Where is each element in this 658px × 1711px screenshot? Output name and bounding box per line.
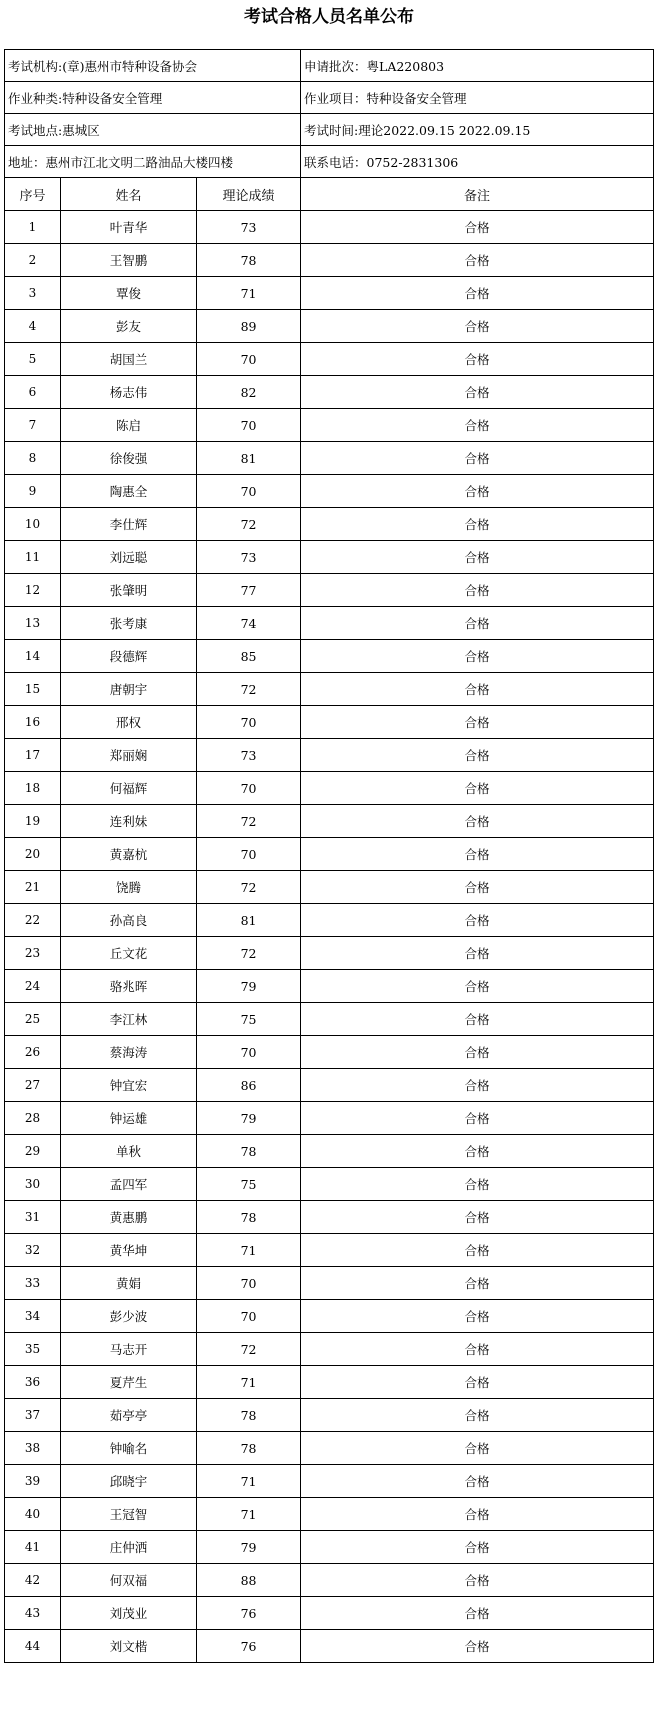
- table-row: [5, 1069, 654, 1102]
- qualified-personnel-table: [4, 49, 654, 1663]
- cell-score: 79: [197, 970, 301, 1003]
- table-row: [5, 1432, 654, 1465]
- table-row: [5, 904, 654, 937]
- cell-score: 70: [197, 1300, 301, 1333]
- table-row: [5, 1399, 654, 1432]
- cell-name: 张考康: [61, 607, 197, 640]
- cell-name: 骆兆晖: [61, 970, 197, 1003]
- cell-remark: 合格: [301, 244, 654, 277]
- cell-remark: 合格: [301, 409, 654, 442]
- cell-name: 彭少波: [61, 1300, 197, 1333]
- cell-score: 71: [197, 277, 301, 310]
- cell-name: 杨志伟: [61, 376, 197, 409]
- cell-name: 刘文楷: [61, 1630, 197, 1663]
- cell-score: 85: [197, 640, 301, 673]
- cell-score: 82: [197, 376, 301, 409]
- cell-remark: 合格: [301, 871, 654, 904]
- table-row: [5, 310, 654, 343]
- cell-seq: 33: [5, 1267, 61, 1300]
- cell-name: 陈启: [61, 409, 197, 442]
- cell-name: 徐俊强: [61, 442, 197, 475]
- cell-seq: 35: [5, 1333, 61, 1366]
- cell-score: 78: [197, 244, 301, 277]
- cell-remark: 合格: [301, 541, 654, 574]
- cell-remark: 合格: [301, 211, 654, 244]
- cell-score: 78: [197, 1201, 301, 1234]
- table-row: [5, 376, 654, 409]
- table-row: [5, 1135, 654, 1168]
- cell-score: 73: [197, 541, 301, 574]
- cell-remark: 合格: [301, 1300, 654, 1333]
- cell-seq: 31: [5, 1201, 61, 1234]
- table-row: [5, 442, 654, 475]
- cell-score: 71: [197, 1465, 301, 1498]
- cell-score: 70: [197, 838, 301, 871]
- cell-score: 73: [197, 739, 301, 772]
- cell-remark: 合格: [301, 1135, 654, 1168]
- cell-name: 胡国兰: [61, 343, 197, 376]
- cell-remark: 合格: [301, 904, 654, 937]
- column-header-remark: 备注: [301, 178, 654, 211]
- cell-score: 72: [197, 1333, 301, 1366]
- table-row: [5, 277, 654, 310]
- cell-seq: 19: [5, 805, 61, 838]
- cell-seq: 25: [5, 1003, 61, 1036]
- cell-score: 74: [197, 607, 301, 640]
- cell-name: 覃俊: [61, 277, 197, 310]
- cell-name: 李江林: [61, 1003, 197, 1036]
- table-row: [5, 541, 654, 574]
- cell-name: 段德辉: [61, 640, 197, 673]
- exam-org: 考试机构:(章)惠州市特种设备协会: [5, 50, 301, 82]
- cell-remark: 合格: [301, 1366, 654, 1399]
- cell-remark: 合格: [301, 1630, 654, 1663]
- cell-name: 黄华坤: [61, 1234, 197, 1267]
- cell-name: 黄惠鹏: [61, 1201, 197, 1234]
- cell-seq: 4: [5, 310, 61, 343]
- cell-score: 70: [197, 409, 301, 442]
- cell-score: 72: [197, 673, 301, 706]
- cell-score: 70: [197, 1267, 301, 1300]
- cell-name: 马志开: [61, 1333, 197, 1366]
- table-row: [5, 343, 654, 376]
- cell-score: 70: [197, 772, 301, 805]
- cell-name: 郑丽娴: [61, 739, 197, 772]
- cell-score: 89: [197, 310, 301, 343]
- table-row: [5, 1102, 654, 1135]
- cell-name: 茹亭亭: [61, 1399, 197, 1432]
- cell-seq: 10: [5, 508, 61, 541]
- cell-remark: 合格: [301, 1234, 654, 1267]
- cell-name: 唐朝宇: [61, 673, 197, 706]
- cell-seq: 30: [5, 1168, 61, 1201]
- cell-seq: 36: [5, 1366, 61, 1399]
- cell-name: 李仕辉: [61, 508, 197, 541]
- cell-remark: 合格: [301, 937, 654, 970]
- cell-remark: 合格: [301, 1267, 654, 1300]
- info-row-org: [5, 50, 654, 82]
- cell-remark: 合格: [301, 706, 654, 739]
- cell-name: 蔡海涛: [61, 1036, 197, 1069]
- table-row: [5, 838, 654, 871]
- table-header-row: [5, 178, 654, 211]
- table-row: [5, 772, 654, 805]
- cell-score: 71: [197, 1366, 301, 1399]
- info-row-address: [5, 146, 654, 178]
- cell-name: 黄娟: [61, 1267, 197, 1300]
- table-row: [5, 673, 654, 706]
- cell-name: 王智鹏: [61, 244, 197, 277]
- cell-seq: 17: [5, 739, 61, 772]
- cell-seq: 43: [5, 1597, 61, 1630]
- application-batch: 申请批次：粤LA220803: [301, 50, 654, 82]
- work-category: 作业种类:特种设备安全管理: [5, 82, 301, 114]
- cell-seq: 13: [5, 607, 61, 640]
- cell-name: 庄仲洒: [61, 1531, 197, 1564]
- table-row: [5, 574, 654, 607]
- table-row: [5, 1333, 654, 1366]
- cell-name: 何双福: [61, 1564, 197, 1597]
- cell-seq: 44: [5, 1630, 61, 1663]
- cell-seq: 5: [5, 343, 61, 376]
- cell-name: 叶青华: [61, 211, 197, 244]
- cell-score: 75: [197, 1168, 301, 1201]
- cell-seq: 2: [5, 244, 61, 277]
- table-row: [5, 244, 654, 277]
- table-row: [5, 1168, 654, 1201]
- cell-seq: 23: [5, 937, 61, 970]
- cell-remark: 合格: [301, 1432, 654, 1465]
- cell-name: 孟四军: [61, 1168, 197, 1201]
- cell-seq: 6: [5, 376, 61, 409]
- cell-name: 黄嘉杭: [61, 838, 197, 871]
- cell-remark: 合格: [301, 508, 654, 541]
- column-header-seq: 序号: [5, 178, 61, 211]
- cell-name: 陶惠全: [61, 475, 197, 508]
- cell-seq: 32: [5, 1234, 61, 1267]
- cell-seq: 1: [5, 211, 61, 244]
- cell-seq: 14: [5, 640, 61, 673]
- page-title: 考试合格人员名单公布: [244, 7, 414, 27]
- cell-seq: 28: [5, 1102, 61, 1135]
- cell-score: 73: [197, 211, 301, 244]
- info-row-location: [5, 114, 654, 146]
- table-row: [5, 475, 654, 508]
- table-row: [5, 640, 654, 673]
- column-header-name: 姓名: [61, 178, 197, 211]
- cell-seq: 8: [5, 442, 61, 475]
- cell-remark: 合格: [301, 640, 654, 673]
- cell-seq: 24: [5, 970, 61, 1003]
- table-row: [5, 1498, 654, 1531]
- cell-remark: 合格: [301, 574, 654, 607]
- cell-remark: 合格: [301, 277, 654, 310]
- cell-seq: 38: [5, 1432, 61, 1465]
- cell-remark: 合格: [301, 1333, 654, 1366]
- cell-seq: 29: [5, 1135, 61, 1168]
- table-row: [5, 1036, 654, 1069]
- contact-phone: 联系电话：0752-2831306: [301, 146, 654, 178]
- cell-seq: 3: [5, 277, 61, 310]
- cell-remark: 合格: [301, 343, 654, 376]
- cell-remark: 合格: [301, 1003, 654, 1036]
- table-row: [5, 1201, 654, 1234]
- cell-seq: 9: [5, 475, 61, 508]
- cell-name: 孙高良: [61, 904, 197, 937]
- cell-seq: 27: [5, 1069, 61, 1102]
- table-row: [5, 937, 654, 970]
- cell-score: 88: [197, 1564, 301, 1597]
- cell-score: 71: [197, 1498, 301, 1531]
- exam-time: 考试时间:理论2022.09.15 2022.09.15: [301, 114, 654, 146]
- cell-seq: 39: [5, 1465, 61, 1498]
- cell-score: 78: [197, 1432, 301, 1465]
- cell-seq: 22: [5, 904, 61, 937]
- cell-score: 79: [197, 1531, 301, 1564]
- cell-name: 邢权: [61, 706, 197, 739]
- cell-remark: 合格: [301, 1399, 654, 1432]
- cell-score: 77: [197, 574, 301, 607]
- cell-score: 81: [197, 904, 301, 937]
- table-row: [5, 970, 654, 1003]
- cell-remark: 合格: [301, 1069, 654, 1102]
- cell-remark: 合格: [301, 1168, 654, 1201]
- cell-seq: 15: [5, 673, 61, 706]
- cell-name: 刘茂业: [61, 1597, 197, 1630]
- table-row: [5, 1267, 654, 1300]
- cell-seq: 37: [5, 1399, 61, 1432]
- cell-name: 钟喻名: [61, 1432, 197, 1465]
- cell-remark: 合格: [301, 1036, 654, 1069]
- cell-seq: 41: [5, 1531, 61, 1564]
- cell-score: 78: [197, 1399, 301, 1432]
- cell-name: 张肇明: [61, 574, 197, 607]
- cell-score: 70: [197, 475, 301, 508]
- address: 地址：惠州市江北文明二路油品大楼四楼: [5, 146, 301, 178]
- cell-score: 72: [197, 871, 301, 904]
- cell-remark: 合格: [301, 607, 654, 640]
- cell-name: 何福辉: [61, 772, 197, 805]
- table-row: [5, 211, 654, 244]
- cell-seq: 18: [5, 772, 61, 805]
- cell-seq: 7: [5, 409, 61, 442]
- cell-remark: 合格: [301, 772, 654, 805]
- cell-remark: 合格: [301, 970, 654, 1003]
- cell-score: 72: [197, 508, 301, 541]
- info-row-category: [5, 82, 654, 114]
- cell-remark: 合格: [301, 805, 654, 838]
- cell-seq: 11: [5, 541, 61, 574]
- table-row: [5, 1300, 654, 1333]
- cell-remark: 合格: [301, 739, 654, 772]
- cell-name: 钟运雄: [61, 1102, 197, 1135]
- cell-seq: 42: [5, 1564, 61, 1597]
- cell-name: 连利妹: [61, 805, 197, 838]
- cell-name: 夏芹生: [61, 1366, 197, 1399]
- cell-remark: 合格: [301, 1531, 654, 1564]
- cell-remark: 合格: [301, 1597, 654, 1630]
- cell-seq: 16: [5, 706, 61, 739]
- table-row: [5, 1234, 654, 1267]
- cell-remark: 合格: [301, 673, 654, 706]
- cell-score: 76: [197, 1597, 301, 1630]
- cell-name: 饶腾: [61, 871, 197, 904]
- cell-score: 79: [197, 1102, 301, 1135]
- table-row: [5, 1366, 654, 1399]
- cell-seq: 12: [5, 574, 61, 607]
- table-row: [5, 805, 654, 838]
- table-row: [5, 1465, 654, 1498]
- exam-location: 考试地点:惠城区: [5, 114, 301, 146]
- table-row: [5, 1597, 654, 1630]
- cell-name: 王冠智: [61, 1498, 197, 1531]
- cell-remark: 合格: [301, 1498, 654, 1531]
- cell-name: 丘文花: [61, 937, 197, 970]
- cell-score: 78: [197, 1135, 301, 1168]
- cell-score: 76: [197, 1630, 301, 1663]
- cell-seq: 20: [5, 838, 61, 871]
- cell-remark: 合格: [301, 1102, 654, 1135]
- cell-score: 70: [197, 343, 301, 376]
- table-row: [5, 1003, 654, 1036]
- table-row: [5, 508, 654, 541]
- cell-name: 刘远聪: [61, 541, 197, 574]
- cell-remark: 合格: [301, 1564, 654, 1597]
- table-row: [5, 1630, 654, 1663]
- cell-score: 72: [197, 805, 301, 838]
- cell-remark: 合格: [301, 1201, 654, 1234]
- table-row: [5, 739, 654, 772]
- cell-remark: 合格: [301, 310, 654, 343]
- cell-remark: 合格: [301, 838, 654, 871]
- table-row: [5, 409, 654, 442]
- cell-name: 彭友: [61, 310, 197, 343]
- cell-seq: 34: [5, 1300, 61, 1333]
- cell-remark: 合格: [301, 442, 654, 475]
- table-row: [5, 607, 654, 640]
- table-row: [5, 871, 654, 904]
- cell-score: 75: [197, 1003, 301, 1036]
- cell-remark: 合格: [301, 376, 654, 409]
- table-row: [5, 1564, 654, 1597]
- table-row: [5, 1531, 654, 1564]
- cell-score: 70: [197, 1036, 301, 1069]
- cell-name: 单秋: [61, 1135, 197, 1168]
- cell-seq: 26: [5, 1036, 61, 1069]
- cell-seq: 21: [5, 871, 61, 904]
- cell-name: 钟宜宏: [61, 1069, 197, 1102]
- cell-score: 81: [197, 442, 301, 475]
- cell-name: 邱晓宇: [61, 1465, 197, 1498]
- cell-score: 71: [197, 1234, 301, 1267]
- cell-score: 86: [197, 1069, 301, 1102]
- cell-remark: 合格: [301, 475, 654, 508]
- cell-remark: 合格: [301, 1465, 654, 1498]
- column-header-score: 理论成绩: [197, 178, 301, 211]
- cell-score: 70: [197, 706, 301, 739]
- cell-seq: 40: [5, 1498, 61, 1531]
- work-item: 作业项目：特种设备安全管理: [301, 82, 654, 114]
- table-row: [5, 706, 654, 739]
- cell-score: 72: [197, 937, 301, 970]
